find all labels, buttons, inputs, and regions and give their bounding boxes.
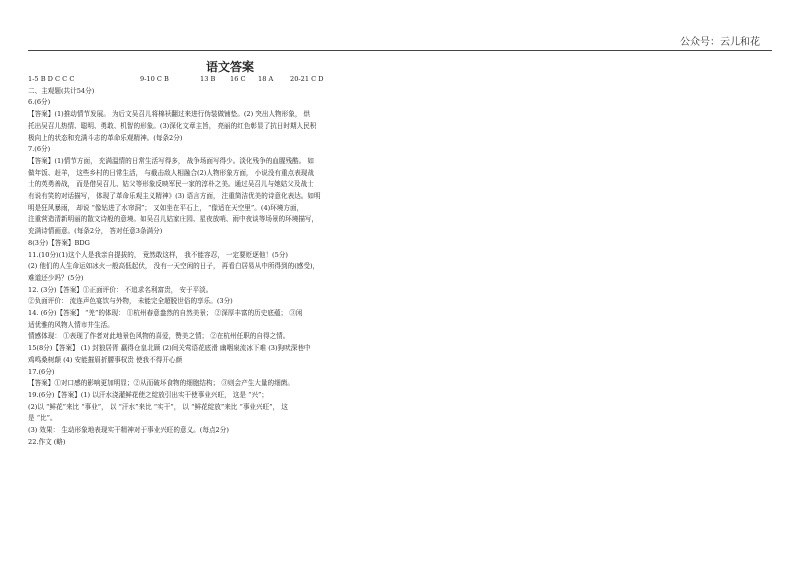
text-line: 做年饭、赶羊， 这些乡村的日常生活， 与截击敌人相融合(2)人物形象方面， 小说没有重点表现战 <box>28 168 314 177</box>
header-text: 公众号：云儿和花 <box>680 37 760 48</box>
text-line: 19.(6分)【答案】(1) 以汗水浇灌鲜花使之绽放引出实干使事业兴旺， 这是 “兴”； <box>28 390 269 399</box>
text-line: 情感体现： ①表现了作者对此地景色风物的喜爱，赞美之情； ②在杭州任职的自得之情。 <box>28 332 290 341</box>
text-line: (3) 效果： 生动形象地表现实干精神对于事业兴旺的意义。(每点2分) <box>28 426 229 435</box>
text-line: 17.(6分) <box>28 367 55 376</box>
text-line: ②负面评价： 流连声色宴饮与外物， 未能完全超脱世俗的享乐。(3分) <box>28 297 233 306</box>
text-line: (2)以 “鲜花”来比 “事业”， 以 “汗水”来比 “实干”， 以 “鲜花绽放”来比 “事业兴旺”， 这 <box>28 402 288 411</box>
text-line: 鸡鸣桑树颠 (4) 安能摧眉折腰事权贵 使我不得开心颜 <box>28 355 183 364</box>
text-line: 士的英勇善战， 而是借吴召儿、姑父等形象反映军民一家的淳朴之美。通过吴召儿与她姑父及战士 <box>28 180 314 189</box>
mc-answer: 18 A <box>258 75 274 83</box>
text-line: 难道还少吗？(5分) <box>28 273 84 282</box>
mc-answer: 20-21 C D <box>290 75 324 83</box>
text-line: 注重营造清新明丽的散文诗般的意境。如吴召儿姑家庄园、星夜放哨、雨中夜谈等场景的环境描写， <box>28 215 319 224</box>
text-line: 14. (6分)【答案】 “羌”的体现： ①杭州春意盎然的自然美景； ②深厚丰富的历史底蕴； ③闲 <box>28 309 303 318</box>
text-line: 二、主观题(共计54分) <box>28 86 95 95</box>
mc-answer: 16 C <box>230 75 246 83</box>
text-line: 8(3分)【答案】BDG <box>28 238 90 247</box>
text-line: 22.作文 (略) <box>28 437 66 446</box>
answer-content <box>28 74 548 449</box>
mc-answer: 13 B <box>200 75 216 83</box>
mc-answer: 9-10 C B <box>140 75 169 83</box>
text-line: 【答案】(1)推动情节发展。 为后文吴召儿将棉袄翻过来进行伪装做铺垫。(2) 突出人物形象， 烘 <box>28 110 311 119</box>
text-line: 【答案】①对口感的影响更加明显；②从而破坏食物的细胞结构； ③则会产生大量的细菌。 <box>28 379 294 388</box>
text-line: 11.(10分)(1)这个人是我亲自提拔的， 竟然敢这样， 我不能容忍， 一定要贬逐他！(5分) <box>28 250 288 259</box>
text-line: 7.(6分) <box>28 145 51 154</box>
text-line: 是 “比”。 <box>28 414 57 423</box>
text-line: 极向上的状态和充满斗志的革命乐观精神。(每条2分) <box>28 133 183 142</box>
page-title: 语文答案 <box>205 60 254 74</box>
text-line: 15(8分)【答案】 (1) 封狼居胥 赢得仓皇北顾 (2)间关莺语花底滑 幽咽泉流冰下难 (3)狗吠深巷中 <box>28 344 311 353</box>
text-line: 6.(6分) <box>28 98 51 107</box>
text-line: 明是狂风暴雨， 却说 “像钻进了水帘洞”； 又如坐在平石上， “像适在天空里”。(4)环境方面， <box>28 203 304 212</box>
header-rule <box>28 50 772 51</box>
multiple-choice-answers <box>28 74 548 86</box>
text-line: 有说有笑的对话描写， 体现了革命乐观主义精神》(3) 语言方面， 注重简洁优美的诗意化表达。如明 <box>28 192 321 201</box>
text-line: 适优雅的风物人情市井生活。 <box>28 320 114 329</box>
text-line: (2) 他们的人生命运如冰火一般高低起伏， 没有一天空闲的日子， 再看白居易从中所得到的(感受)， <box>28 262 320 271</box>
text-line: 12. (3分)【答案】①正面评价： 不追求名利富贵， 安于平淡。 <box>28 285 213 294</box>
text-line: 【答案】(1)情节方面， 充满温情的日常生活写得多， 战争场面写得少。淡化残争的血腥残酷。 如 <box>28 156 314 165</box>
text-line: 托出吴召儿热情、聪明、勇敢、机智的形象。(3)深化文章主旨， 亮丽的红色彰显了抗日时期人民积 <box>28 121 317 130</box>
mc-answer: 1-5 B D C C C <box>28 75 75 83</box>
text-line: 充满诗情画意。(每条2分， 答对任意3条满分) <box>28 227 163 236</box>
